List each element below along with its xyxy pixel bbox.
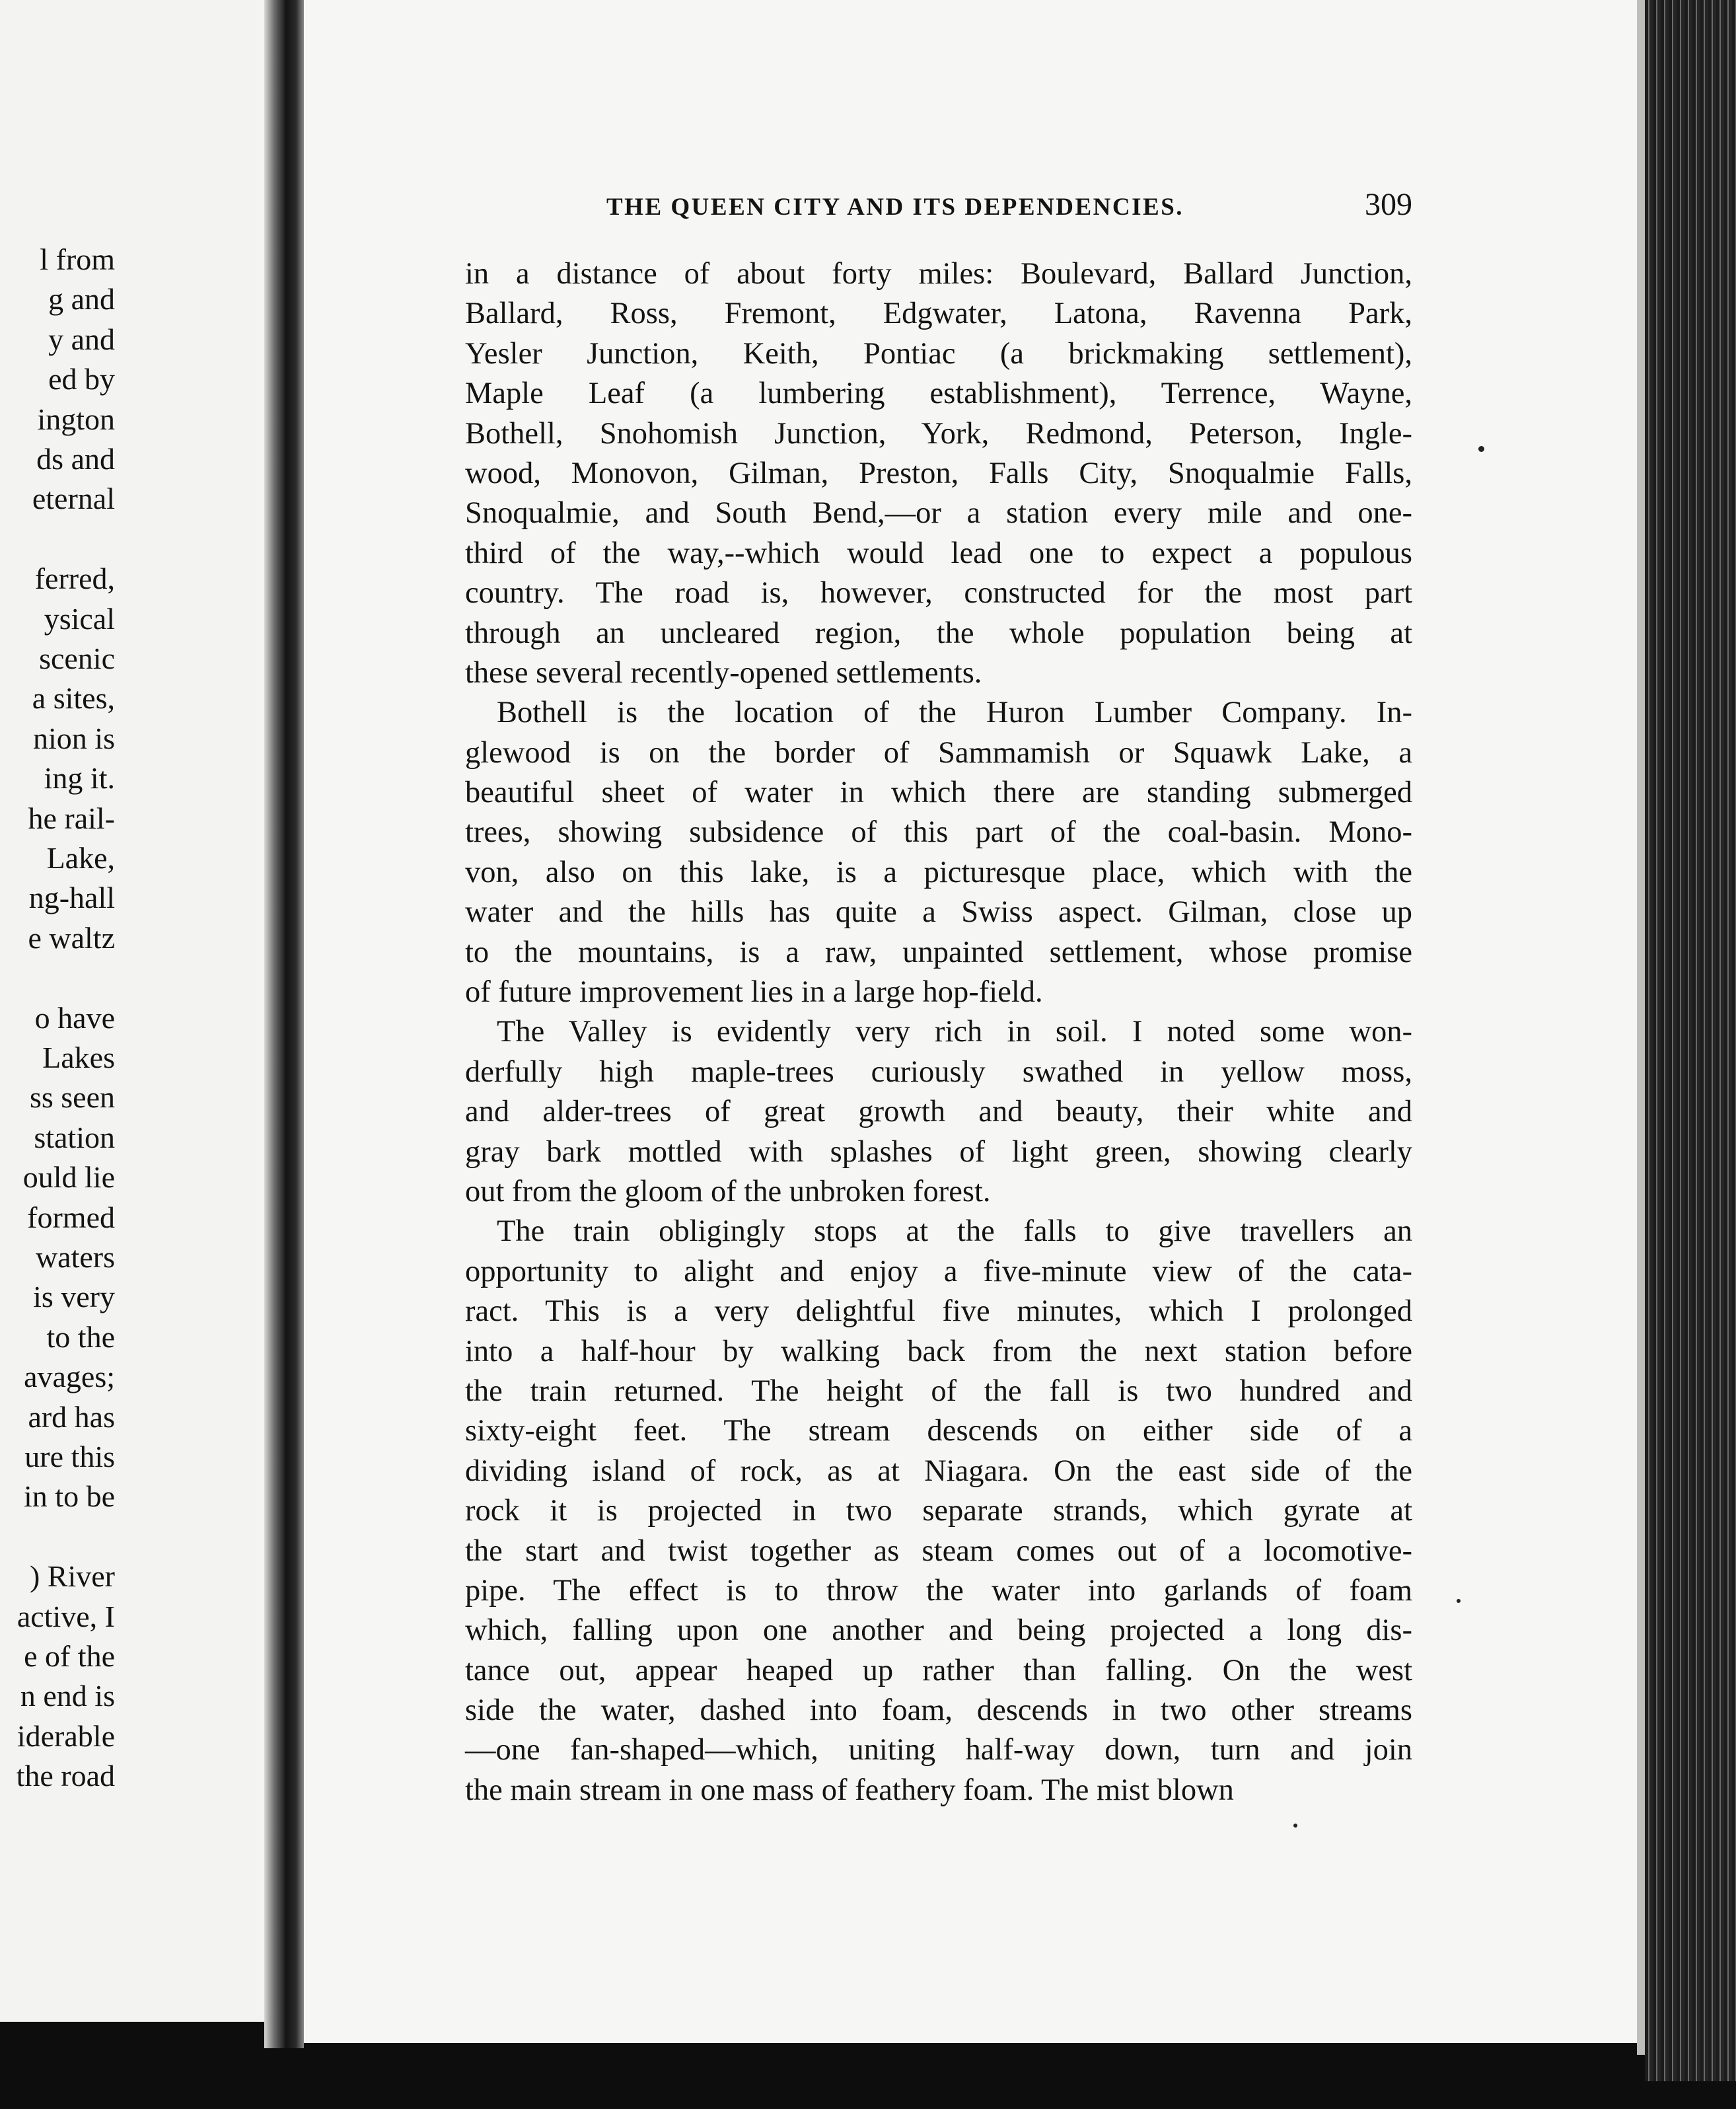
ink-speck [1457,1599,1461,1603]
facing-page-line-fragment: y and [48,322,115,356]
text-line: country. The road is, however, constructed for the most part [465,576,1412,610]
facing-page-line-fragment: ysical [44,601,115,636]
facing-page-line-fragment: active, I [17,1599,115,1633]
facing-page-line-fragment: Lakes [42,1041,115,1074]
text-line: Bothell is the location of the Huron Lumber Company. In- [497,696,1412,730]
text-line: the main stream in one mass of feathery foam. The mist blown [465,1773,1234,1807]
facing-page-line-fragment: eternal [32,482,115,516]
facing-page-line-fragment: iderable [17,1719,115,1753]
text-line: opportunity to alight and enjoy a five-minute view of the cata- [465,1254,1412,1288]
facing-page-line-fragment: n end is [20,1679,115,1713]
facing-page-line-fragment: scenic [39,642,115,675]
text-line: Maple Leaf (a lumbering establishment), Terrence, Wayne, [465,377,1412,411]
facing-page-line-fragment: ed by [48,362,115,396]
text-line: wood, Monovon, Gilman, Preston, Falls City, Snoqualmie Falls, [465,456,1412,490]
text-line: out from the gloom of the unbroken forest. [465,1174,991,1208]
text-line: ract. This is a very delightful five minutes, which I prolonged [465,1294,1412,1329]
page-number: 309 [1365,187,1412,222]
text-line: trees, showing subsidence of this part of the coal-basin. Mono- [465,815,1412,850]
text-line: third of the way,--which would lead one to expect a populous [465,536,1412,570]
text-line: the train returned. The height of the fall is two hundred and [465,1374,1412,1408]
text-line: gray bark mottled with splashes of light green, showing clearly [465,1134,1412,1169]
text-line: tance out, appear heaped up rather than falling. On the west [465,1653,1412,1687]
text-line: into a half-hour by walking back from the next station before [465,1334,1412,1368]
facing-page-line-fragment: ould lie [22,1160,115,1195]
text-line: The Valley is evidently very rich in soil. I noted some won- [497,1015,1412,1049]
text-line: pipe. The effect is to throw the water into garlands of foam [465,1573,1412,1608]
text-line: derfully high maple-trees curiously swathed in yellow moss, [465,1054,1412,1089]
facing-page-line-fragment: ) River [29,1559,115,1594]
text-line: Snoqualmie, and South Bend,—or a station every mile and one- [465,496,1412,531]
facing-page-left [0,0,264,2022]
body-text [465,254,1412,1810]
facing-page-line-fragment: avages; [24,1360,115,1394]
text-line: sixty-eight feet. The stream descends on either side of a [465,1414,1412,1448]
text-line: the start and twist together as steam comes out of a locomotive- [465,1534,1412,1568]
facing-page-line-fragment: formed [27,1200,115,1234]
text-line: rock it is projected in two separate strands, which gyrate at [465,1494,1412,1528]
facing-page-line-fragment: e waltz [28,920,115,955]
text-line: in a distance of about forty miles: Boulevard, Ballard Junction, [465,257,1412,291]
facing-page-line-fragment: ing it. [44,761,115,796]
text-line: beautiful sheet of water in which there are standing submerged [465,776,1412,810]
facing-page-line-fragment: to the [46,1319,115,1354]
text-line: to the mountains, is a raw, unpainted settlement, whose promise [465,935,1412,969]
running-head-title: THE QUEEN CITY AND ITS DEPENDENCIES. [606,194,1184,221]
book-gutter [264,0,304,2048]
text-line: —one fan-shaped—which, uniting half-way down, turn and join [465,1733,1412,1767]
text-line: Bothell, Snohomish Junction, York, Redmond, Peterson, Ingle- [465,416,1412,451]
book-fore-edge [1645,0,1736,2081]
facing-page-line-fragment: is very [33,1280,115,1314]
text-line: which, falling upon one another and being projected a long dis- [465,1613,1412,1648]
text-line: The train obligingly stops at the falls to give travellers an [497,1214,1412,1249]
text-line: and alder-trees of great growth and beauty, their white and [465,1095,1412,1129]
text-line: dividing island of rock, as at Niagara. On the east side of the [465,1454,1412,1488]
text-line: through an uncleared region, the whole population being at [465,616,1412,650]
facing-page-line-fragment: the road [16,1759,115,1793]
facing-page-line-fragment: Lake, [46,841,115,875]
facing-page-line-fragment: ure this [24,1440,115,1473]
text-line: water and the hills has quite a Swiss aspect. Gilman, close up [465,895,1412,930]
text-line: these several recently-opened settlements. [465,655,982,690]
facing-page-line-fragment: station [34,1120,115,1154]
text-line: side the water, dashed into foam, descends in two other streams [465,1693,1412,1728]
running-head [606,186,1412,226]
facing-page-line-fragment: he rail- [28,801,115,835]
facing-page-line-fragment: nion is [33,721,115,755]
facing-page-line-fragment: ng-hall [28,881,115,915]
facing-page-line-fragment: o have [34,1000,115,1035]
ink-speck [1293,1824,1297,1828]
text-line: von, also on this lake, is a picturesque place, which with the [465,855,1412,889]
facing-page-line-fragment: l from [40,242,115,276]
facing-page-line-fragment: ferred, [34,562,115,596]
facing-page-line-fragment: ss seen [29,1080,115,1115]
facing-page-line-fragment: a sites, [32,681,115,716]
facing-page-line-fragment: ington [37,402,115,436]
facing-page-line-fragment: waters [35,1240,115,1274]
text-line: of future improvement lies in a large hop-field. [465,975,1043,1010]
facing-page-line-fragment: in to be [24,1479,115,1514]
facing-page-line-fragment: ds and [36,442,115,476]
facing-page-line-fragment: ard has [28,1399,115,1434]
text-line: Yesler Junction, Keith, Pontiac (a brickmaking settlement), [465,336,1412,371]
facing-page-line-fragment: g and [48,282,115,316]
ink-speck [1478,446,1484,452]
text-line: Ballard, Ross, Fremont, Edgwater, Latona, Ravenna Park, [465,297,1412,331]
text-line: glewood is on the border of Sammamish or Squawk Lake, a [465,735,1412,770]
facing-page-line-fragment: e of the [24,1639,115,1673]
